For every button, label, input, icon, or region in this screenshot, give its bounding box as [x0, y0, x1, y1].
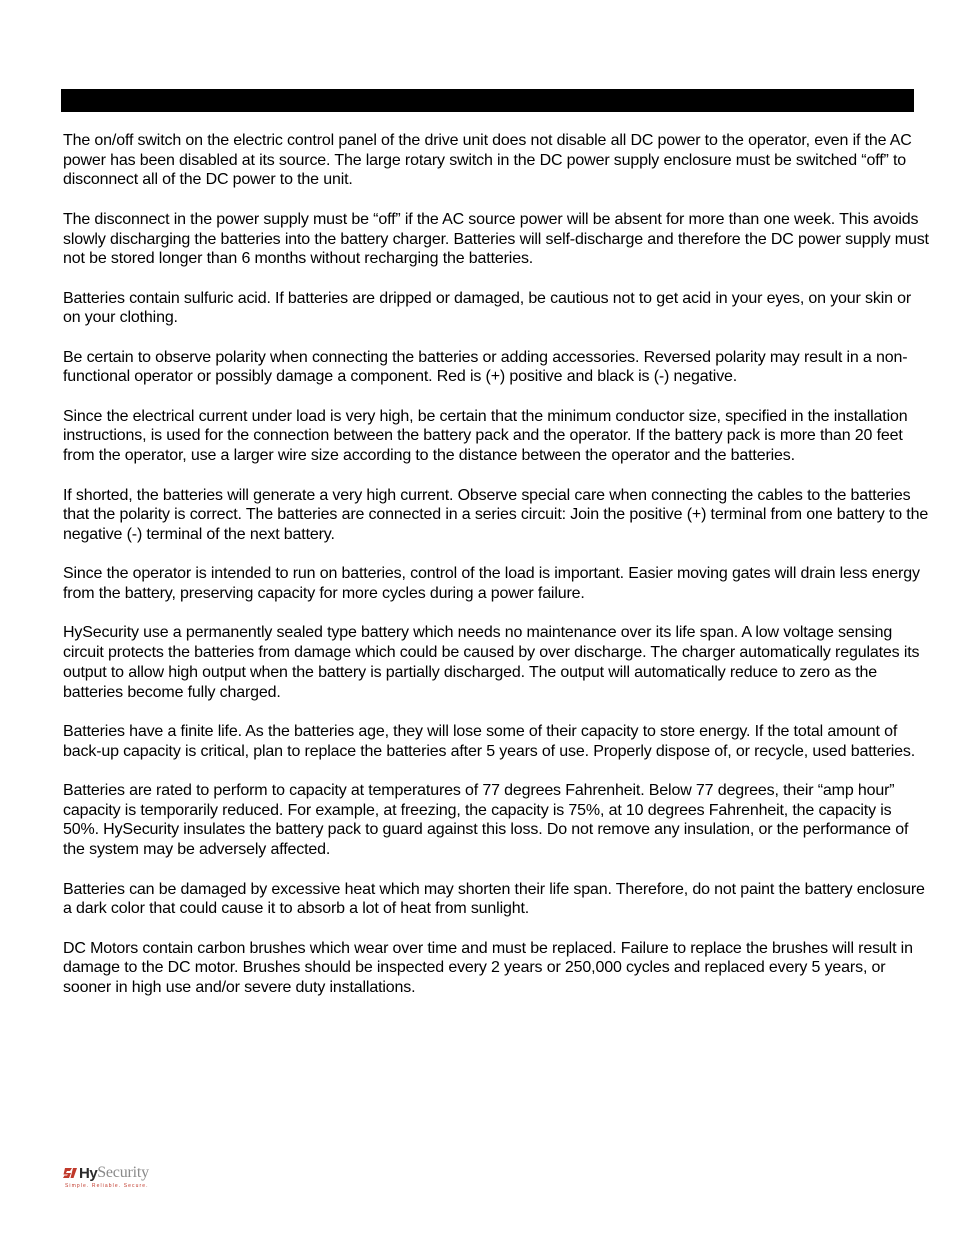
logo-tagline: Simple. Reliable. Secure.	[65, 1183, 149, 1189]
section-header-bar	[61, 89, 914, 112]
paragraph-dc-power-switch: The on/off switch on the electric control panel of the drive unit does not disable all DC power to the operator, even if the AC power has been disabled at its source. The large rotary switch in the DC power supply enclosure must be switched “off” to disconnect all of the DC power to the unit.	[63, 132, 912, 189]
paragraph-conductor-size: Since the electrical current under load is very high, be certain that the minimum conductor size, specified in the installation instructions, is used for the connection between the battery pack and the operator. If the battery pack is more than 20 feet from the operator, use a larger wire size according to the distance between the operator and the batteries.	[63, 407, 908, 465]
paragraph-carbon-brushes: DC Motors contain carbon brushes which wear over time and must be replaced. Failure to replace the brushes will result in damage to the DC motor. Brushes should be inspected every 2 years or 250,000 cycles and replaced every 5 years, or sooner in high use and/or severe duty installations.	[63, 939, 913, 997]
paragraph-finite-life: Batteries have a finite life. As the batteries age, they will lose some of their capacity to store energy. If the total amount of back-up capacity is critical, plan to replace the batteries after 5 years of use. Properly dispose of, or recycle, used batteries.	[63, 722, 916, 760]
logo-hy-text: Hy	[79, 1164, 98, 1182]
paragraph-load-control: Since the operator is intended to run on batteries, control of the load is important. Easier moving gates will drain less energy from the battery, preserving capacity for more cycles during a power failure.	[63, 565, 920, 603]
logo-security-text: Security	[97, 1164, 149, 1181]
paragraph-sulfuric-acid: Batteries contain sulfuric acid. If batteries are dripped or damaged, be cautious not to get acid in your eyes, on your skin or on your clothing.	[63, 289, 912, 327]
paragraph-sealed-battery: HySecurity use a permanently sealed type battery which needs no maintenance over its life span. A low voltage sensing circuit protects the batteries from damage which could be caused by over discharge. The charger automatically regulates its output to allow high output when the battery is partially discharged. The output will automatically reduce to zero as the batteries become fully charged.	[63, 624, 920, 701]
paragraph-shorted-batteries: If shorted, the batteries will generate a very high current. Observe special care when connecting the cables to the batteries that the polarity is correct. The batteries are connected in a series circuit: Join the positive (+) terminal from one battery to the negative (-) terminal of the next battery.	[63, 486, 929, 543]
hysecurity-logo	[63, 1164, 163, 1194]
document-body	[63, 131, 931, 1017]
paragraph-temperature-rating: Batteries are rated to perform to capacity at temperatures of 77 degrees Fahrenheit. Below 77 degrees, their “amp hour” capacity is temporarily reduced. For example, at freezing, the capacity is 75%, at 10 degrees Fahrenheit, the capacity is 50%. HySecurity insulates the battery pack to guard against this loss. Do not remove any insulation, or the performance of the system may be adversely affected.	[63, 782, 909, 859]
paragraph-polarity: Be certain to observe polarity when connecting the batteries or adding accessories. Reversed polarity may result in a non-functional operator or possibly damage a component. Red is (+) positive and black is (-) negative.	[63, 348, 908, 386]
hysecurity-mark-icon	[63, 1166, 77, 1180]
paragraph-power-disconnect: The disconnect in the power supply must be “off” if the AC source power will be absent for more than one week. This avoids slowly discharging the batteries into the battery charger. Batteries will self-discharge and therefore the DC power supply must not be stored longer than 6 months without recharging the batteries.	[63, 210, 929, 268]
paragraph-excessive-heat: Batteries can be damaged by excessive heat which may shorten their life span. Therefore, do not paint the battery enclosure a dark color that could cause it to absorb a lot of heat from sunlight.	[63, 880, 925, 918]
